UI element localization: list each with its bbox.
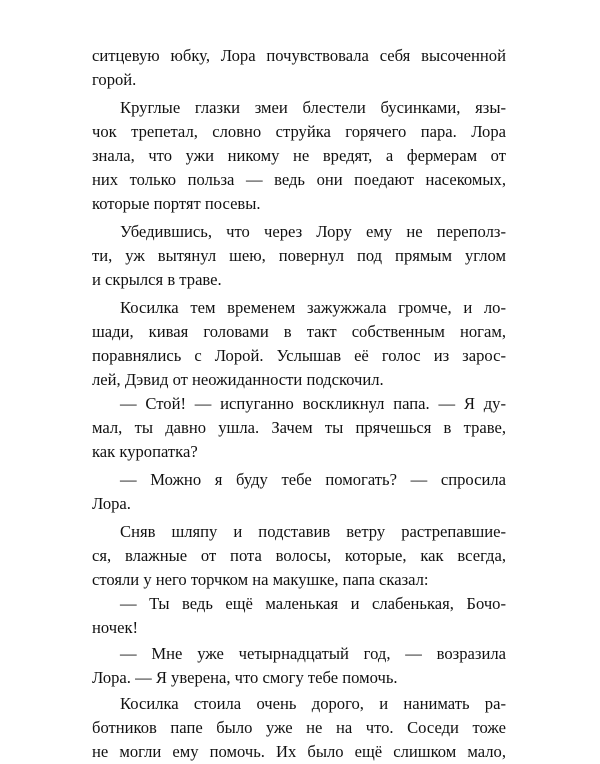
text-line: Убедившись, что через Лору ему не переполз- [120, 222, 506, 241]
text-line: ботников папе было уже не на что. Соседи тоже [92, 718, 506, 737]
text-line: ся, влажные от пота волосы, которые, как всегда, [92, 546, 506, 565]
text-line: поравнялись с Лорой. Услышав её голос из зарос- [92, 346, 506, 365]
text-line: как куропатка? [92, 442, 198, 461]
text-line: Косилка стоила очень дорого, и нанимать ра- [120, 694, 506, 713]
text-line: не могли ему помочь. Их было ещё слишком мало, [92, 742, 506, 761]
text-line: ночек! [92, 618, 139, 637]
text-line: Лора. — Я уверена, что смогу тебе помочь. [92, 668, 398, 687]
text-line: которые портят посевы. [92, 194, 261, 213]
text-line: лей, Дэвид от неожиданности подскочил. [92, 370, 384, 389]
text-line: знала, что ужи никому не вредят, а фермерам от [92, 146, 506, 165]
text-line: Круглые глазки змеи блестели бусинками, язы- [120, 98, 506, 117]
text-line: мал, ты давно ушла. Зачем ты прячешься в траве, [92, 418, 506, 437]
text-line: — Стой! — испуганно воскликнул папа. — Я ду- [120, 394, 506, 413]
text-line: ти, уж вытянул шею, повернул под прямым углом [92, 246, 506, 265]
text-line: Косилка тем временем зажужжала громче, и ло- [120, 298, 506, 317]
text-line: стояли у него торчком на макушке, папа сказал: [92, 570, 429, 589]
text-line: и скрылся в траве. [92, 270, 222, 289]
text-line: — Можно я буду тебе помогать? — спросила [120, 470, 506, 489]
text-line: Лора. [92, 494, 131, 513]
text-line: ситцевую юбку, Лора почувствовала себя высоченной [92, 46, 506, 65]
text-line: Сняв шляпу и подставив ветру растрепавшие- [120, 522, 506, 541]
text-line: чок трепетал, словно струйка горячего пара. Лора [92, 122, 506, 141]
text-line: горой. [92, 70, 137, 89]
text-line: — Ты ведь ещё маленькая и слабенькая, Бочо- [120, 594, 506, 613]
text-line: — Мне уже четырнадцатый год, — возразила [120, 644, 506, 663]
text-line: шади, кивая головами в такт собственным ногам, [92, 322, 506, 341]
text-line: них только польза — ведь они поедают насекомых, [92, 170, 506, 189]
